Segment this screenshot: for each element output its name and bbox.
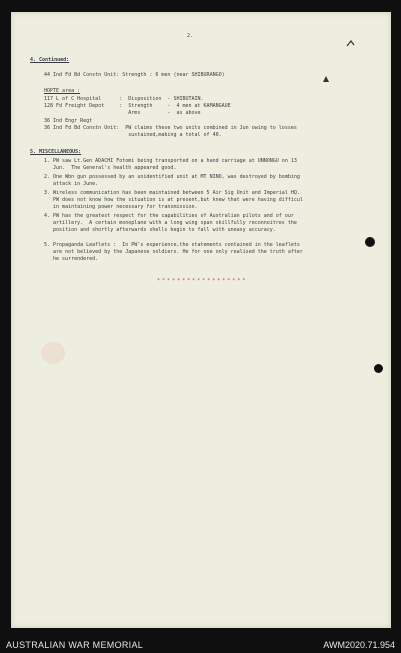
section-4-heading: 4. Continued: <box>30 57 70 63</box>
footer-credit: AUSTRALIAN WAR MEMORIAL <box>6 640 144 650</box>
tick-mark-icon <box>346 40 356 48</box>
section-5-heading: 5. MISCELLANEOUS: <box>30 149 82 155</box>
misc-item-line: attack in June. <box>44 181 99 187</box>
arrow-mark-icon <box>322 75 330 83</box>
section-4-row: 36 Ind Engr Regt <box>44 118 93 124</box>
paper-stain <box>41 342 65 364</box>
section-4-subheading: HOPTE area : <box>44 88 81 94</box>
page-number: 2. <box>187 33 194 39</box>
section-4-line: 44 Ind Fd Bd Constn Unit: Strength : 6 men (near SHIBURANGO) <box>44 72 225 78</box>
misc-item-line: he surrendered. <box>44 256 99 262</box>
section-4-row: 36 Ind Fd Bd Constn Unit: PW claims these two units combined in Jun owing to losses <box>44 125 297 131</box>
misc-item-line: 4. PW has the greatest respect for the capabilities of Australian pilots and of our <box>44 213 294 219</box>
punch-hole <box>365 237 375 247</box>
misc-item-line: 5. Propaganda Leaflets : In PW's experience,the statements contained in the leaflets <box>44 242 300 248</box>
misc-item-line: 2. One Wbn gun possessed by an unidentified unit at MT NINO, was destroyed by bombing <box>44 174 300 180</box>
separator-line: * * * * * * * * * * * * * * * * * * <box>157 278 245 284</box>
misc-item-line: in maintaining power necessary for transmission. <box>44 204 198 210</box>
misc-item-line: 1. PW saw Lt.Gen ADACHI Fotomi being transported on a hand carriage at UNNONGU on 13 <box>44 158 297 164</box>
misc-item-line: PW does not know how the situation is at present,but knew that were having difficul <box>44 197 303 203</box>
misc-item-line: Jun. The General's health appeared good. <box>44 165 177 171</box>
misc-item-line: are not believed by the Japanese soldiers. He for one only realised the truth after <box>44 249 303 255</box>
footer-accession-number: AWM2020.71.954 <box>323 640 395 650</box>
misc-item-line: 3. Wireless communication has been maintained between 5 Air Sig Unit and Imperial HQ. <box>44 190 300 196</box>
misc-item-line: artillery. A certain monoplane with a long wing span skillfully reconnoitres the <box>44 220 297 226</box>
section-4-row: 128 Fd Freight Depot : Strength - 4 men at KAMANGAUE <box>44 103 231 109</box>
misc-item-line: position and shortly afterwards shells begin to fall with uneasy accuracy. <box>44 227 276 233</box>
punch-hole <box>374 364 383 373</box>
section-4-row: sustained,making a total of 40. <box>44 132 222 138</box>
document-page <box>11 12 391 628</box>
section-4-row: 117 L of C Hospital : Disposition - SHIBUTAIN. <box>44 96 204 102</box>
section-4-row: Arms - as above <box>44 110 201 116</box>
